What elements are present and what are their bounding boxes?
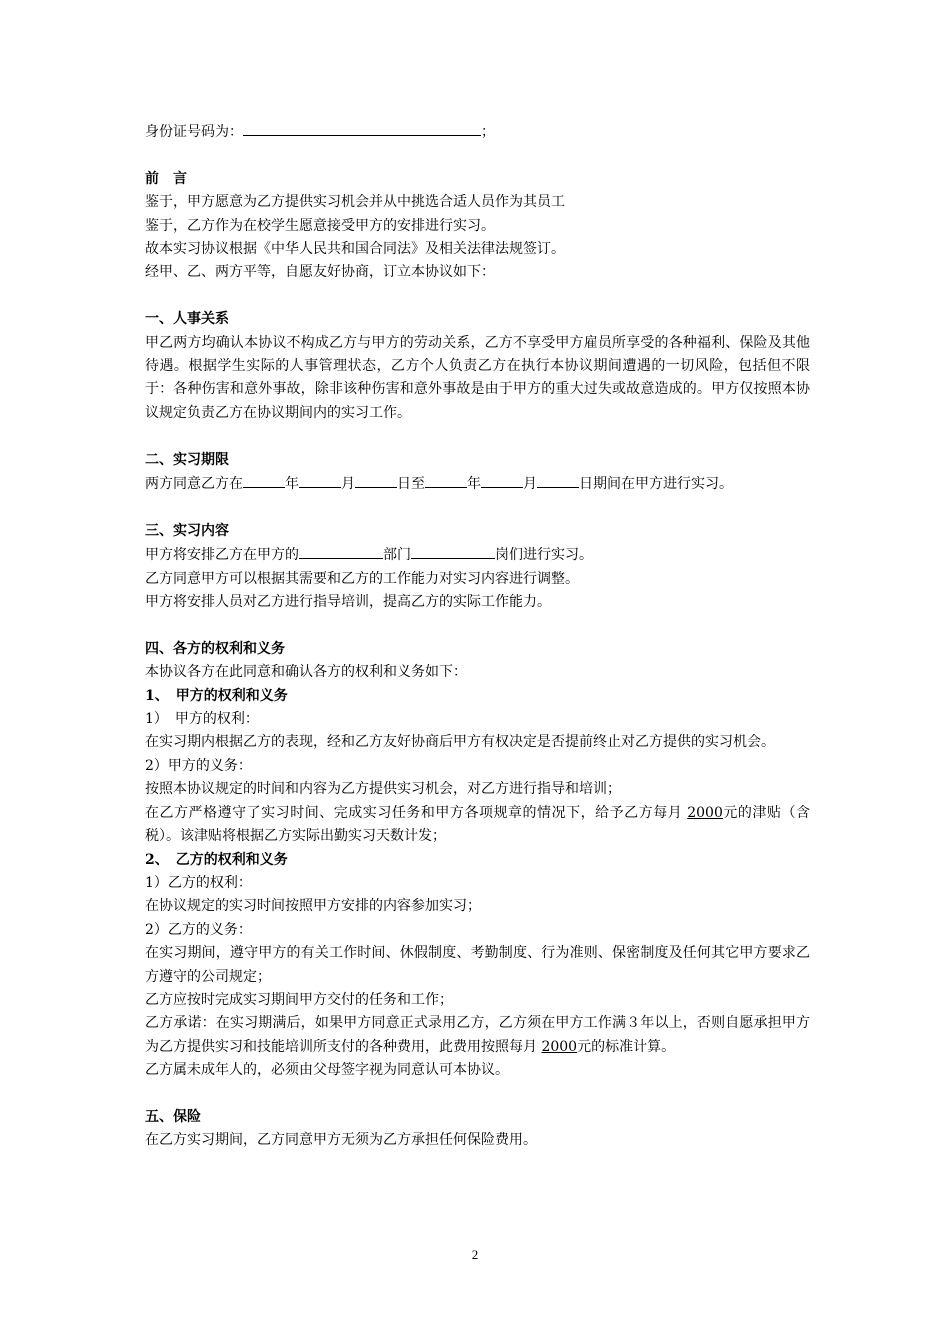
minor-clause: 乙方属未成年人的，必须由父母签字视为同意认可本协议。 xyxy=(145,1062,509,1079)
department-line xyxy=(145,543,810,567)
party-a-duties-label: 2）甲方的义务： xyxy=(145,757,252,774)
section4-intro: 本协议各方在此同意和确认各方的权利和义务如下： xyxy=(145,664,467,681)
id-number-line xyxy=(145,120,810,144)
allowance-text-start: 在乙方严格遵守了实习时间、完成实习任务和甲方各项规章的情况下，给予乙方每月 xyxy=(145,804,688,821)
section3-line: 乙方同意甲方可以根据其需要和乙方的工作能力对实习内容进行调整。 xyxy=(145,570,579,587)
section3-line: 甲方将安排人员对乙方进行指导培训，提高乙方的实际工作能力。 xyxy=(145,594,551,611)
month-label: 月 xyxy=(523,476,537,493)
section3-heading: 三、实习内容 xyxy=(145,522,229,539)
id-number-suffix: ； xyxy=(481,124,495,140)
party-b-rights-text: 在协议规定的实习时间按照甲方安排的内容参加实习； xyxy=(145,898,481,915)
preface-line: 鉴于，乙方作为在校学生愿意接受甲方的安排进行实习。 xyxy=(145,217,495,234)
year-label: 年 xyxy=(285,476,299,493)
id-number-label: 身份证号码为： xyxy=(145,124,243,140)
promise-text-end: 元的标准计算。 xyxy=(577,1038,676,1055)
position-blank xyxy=(411,543,495,559)
section5-body: 在乙方实习期间，乙方同意甲方无须为乙方承担任何保险费用。 xyxy=(145,1132,537,1149)
section5-heading: 五、保险 xyxy=(145,1108,201,1125)
day-to-label: 日至 xyxy=(397,476,425,493)
page-number: 2 xyxy=(471,1247,479,1262)
party-a-rights-label: 1） 甲方的权利： xyxy=(145,711,259,728)
section2-heading: 二、实习期限 xyxy=(145,451,229,468)
department-blank xyxy=(299,543,383,559)
party-b-promise xyxy=(145,1012,810,1059)
party-b-duties-label: 2）乙方的义务： xyxy=(145,921,252,938)
month-label: 月 xyxy=(341,476,355,493)
end-year-blank xyxy=(425,472,467,488)
party-b-heading: 2、 乙方的权利和义务 xyxy=(145,851,288,868)
party-a-heading: 1、 甲方的权利和义务 xyxy=(145,687,288,704)
section1-body: 甲乙两方均确认本协议不构成乙方与甲方的劳动关系，乙方不享受甲方雇员所享受的各种福利、保险及其他待遇。根据学生实际的人事管理状态，乙方个人负责乙方在执行本协议期间遭遇的一切风险，包括但不限于：各种伤害和意外事故，除非该种伤害和意外事故是由于甲方的重大过失或故意造成的。甲方仅按照本协议规定负责乙方在协议期间内的实习工作。 xyxy=(145,334,810,421)
internship-period-line xyxy=(145,472,810,496)
start-year-blank xyxy=(243,472,285,488)
party-b-duty: 在实习期间，遵守甲方的有关工作时间、休假制度、考勤制度、行为准则、保密制度及任何其它甲方要求乙方遵守的公司规定； xyxy=(145,945,810,985)
start-month-blank xyxy=(299,472,341,488)
allowance-text-end: 元的津贴（含税）。该津贴将根据乙方实际出勤实习天数计发； xyxy=(145,804,810,845)
period-text-end: 日期间在甲方进行实习。 xyxy=(579,476,733,493)
preface-line: 故本实习协议根据《中华人民共和国合同法》及相关法律法规签订。 xyxy=(145,241,565,258)
party-b-duty: 乙方应按时完成实习期间甲方交付的任务和工作； xyxy=(145,991,453,1008)
section4-heading: 四、各方的权利和义务 xyxy=(145,640,285,657)
period-text-start: 两方同意乙方在 xyxy=(145,476,243,493)
preface-line: 经甲、乙、两方平等，自愿友好协商，订立本协议如下： xyxy=(145,264,495,281)
training-fee-amount: 2000 xyxy=(541,1038,578,1055)
end-day-blank xyxy=(537,472,579,488)
year-label: 年 xyxy=(467,476,481,493)
preface-heading: 前 言 xyxy=(145,170,187,187)
document-page xyxy=(145,120,810,1153)
department-label: 部门 xyxy=(383,547,411,564)
id-number-blank xyxy=(243,120,481,136)
end-month-blank xyxy=(481,472,523,488)
party-a-duty: 按照本协议规定的时间和内容为乙方提供实习机会，对乙方进行指导和培训； xyxy=(145,781,621,798)
party-a-rights-text: 在实习期内根据乙方的表现，经和乙方友好协商后甲方有权决定是否提前终止对乙方提供的实习机会。 xyxy=(145,734,775,751)
section1-heading: 一、人事关系 xyxy=(145,311,229,328)
department-text-end: 岗们进行实习。 xyxy=(495,547,593,564)
department-text-start: 甲方将安排乙方在甲方的 xyxy=(145,547,299,564)
promise-text-start: 乙方承诺：在实习期满后，如果甲方同意正式录用乙方，乙方须在甲方工作满３年以上，否则自愿承担甲方为乙方提供实习和技能培训所支付的各种费用，此费用按照每月 xyxy=(145,1015,810,1055)
start-day-blank xyxy=(355,472,397,488)
party-a-allowance-duty xyxy=(145,802,810,849)
party-b-rights-label: 1）乙方的权利： xyxy=(145,874,252,891)
allowance-amount: 2000 xyxy=(687,804,723,821)
preface-line: 鉴于，甲方愿意为乙方提供实习机会并从中挑选合适人员作为其员工 xyxy=(145,194,565,211)
